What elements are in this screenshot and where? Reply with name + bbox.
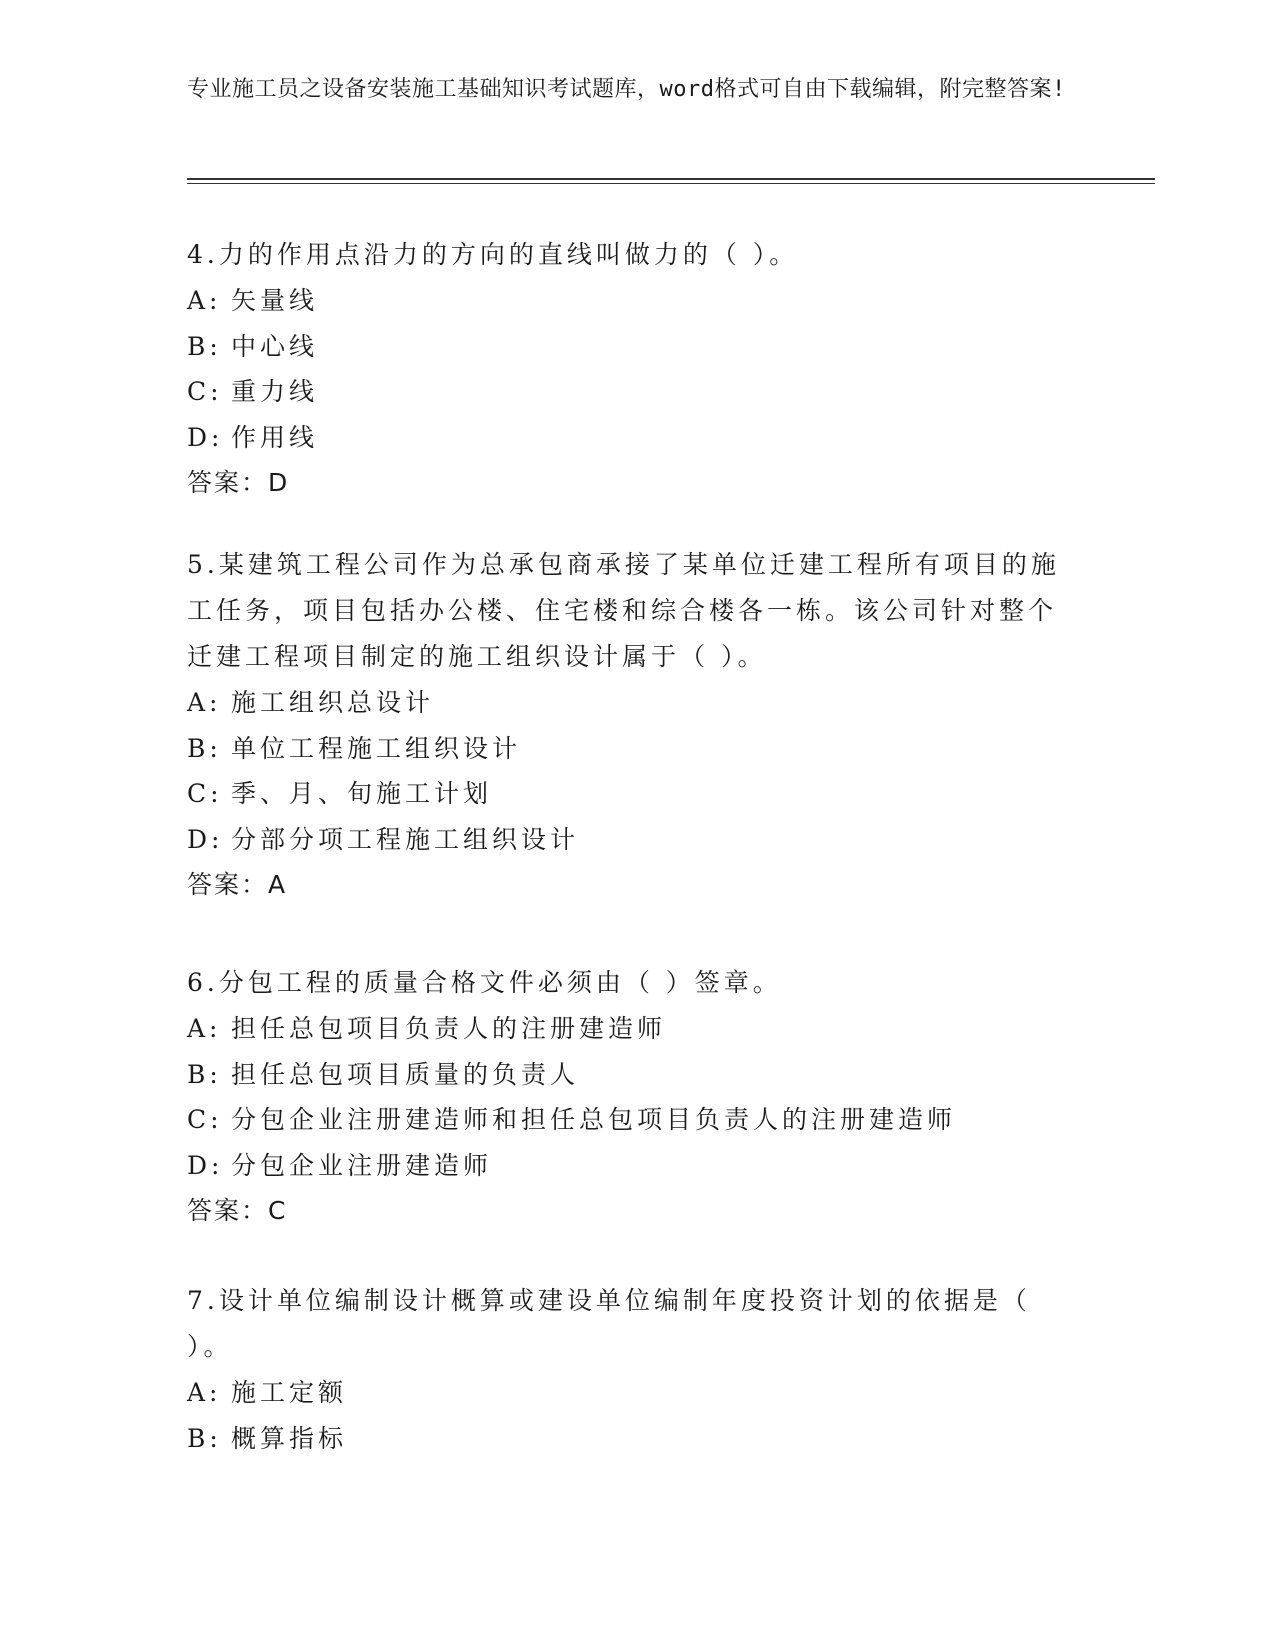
question-6 xyxy=(187,960,1067,1234)
question-7 xyxy=(187,1278,1067,1461)
option-text: 分部分项工程施工组织设计 xyxy=(231,824,580,854)
option-text: 分包企业注册建造师 xyxy=(231,1150,493,1180)
option-text: 担任总包项目负责人的注册建造师 xyxy=(231,1014,667,1043)
option-letter: C: xyxy=(187,377,223,406)
option-letter: B: xyxy=(187,1423,222,1453)
option-letter: C: xyxy=(187,1105,223,1134)
option-d xyxy=(187,817,1067,863)
header-divider-thick xyxy=(187,178,1155,180)
header-divider-thin xyxy=(187,183,1155,184)
option-text: 概算指标 xyxy=(231,1423,348,1453)
question-stem: 5.某建筑工程公司作为总承包商承接了某单位迁建工程所有项目的施工任务，项目包括办公楼、住宅楼和综合楼各一栋。该公司针对整个迁建工程项目制定的施工组织设计属于（ ）。 xyxy=(187,550,1060,671)
option-c xyxy=(187,369,1067,415)
option-letter: A: xyxy=(187,1014,222,1043)
question-stem: 4.力的作用点沿力的方向的直线叫做力的（ ）。 xyxy=(187,240,799,269)
option-a xyxy=(187,1370,1067,1416)
option-letter: D: xyxy=(187,1150,224,1180)
option-letter: D: xyxy=(187,422,224,452)
answer-line: 答案：C xyxy=(187,1196,288,1225)
option-letter: D: xyxy=(187,824,224,854)
option-text: 中心线 xyxy=(231,331,319,361)
question-stem: 6.分包工程的质量合格文件必须由（ ）签章。 xyxy=(187,968,782,997)
option-d xyxy=(187,415,1067,461)
answer-line: 答案：A xyxy=(187,870,288,899)
option-d xyxy=(187,1143,1067,1189)
option-a xyxy=(187,680,1067,726)
option-text: 施工组织总设计 xyxy=(231,688,435,717)
option-b xyxy=(187,1052,1067,1098)
option-letter: B: xyxy=(187,1059,222,1089)
option-text: 分包企业注册建造师和担任总包项目负责人的注册建造师 xyxy=(231,1105,957,1134)
option-b xyxy=(187,1416,1067,1462)
option-text: 单位工程施工组织设计 xyxy=(231,733,522,763)
answer-line: 答案：D xyxy=(187,468,290,497)
option-text: 作用线 xyxy=(231,422,319,452)
option-letter: A: xyxy=(187,286,222,315)
option-letter: A: xyxy=(187,1378,222,1407)
document-header: 专业施工员之设备安装施工基础知识考试题库，word格式可自由下载编辑，附完整答案! xyxy=(187,77,1066,102)
option-letter: B: xyxy=(187,331,222,361)
option-b xyxy=(187,324,1067,370)
question-4 xyxy=(187,232,1067,506)
question-stem: 7.设计单位编制设计概算或建设单位编制年度投资计划的依据是（ ）。 xyxy=(187,1286,1031,1361)
option-text: 担任总包项目质量的负责人 xyxy=(231,1059,580,1089)
option-letter: C: xyxy=(187,779,223,808)
option-text: 矢量线 xyxy=(231,286,319,315)
option-letter: B: xyxy=(187,733,222,763)
option-b xyxy=(187,726,1067,772)
option-text: 重力线 xyxy=(231,377,319,406)
option-c xyxy=(187,771,1067,817)
question-5 xyxy=(187,542,1067,908)
option-text: 季、月、旬施工计划 xyxy=(231,779,493,808)
option-a xyxy=(187,1006,1067,1052)
option-text: 施工定额 xyxy=(231,1378,348,1407)
option-letter: A: xyxy=(187,688,222,717)
option-a xyxy=(187,278,1067,324)
option-c xyxy=(187,1097,1067,1143)
